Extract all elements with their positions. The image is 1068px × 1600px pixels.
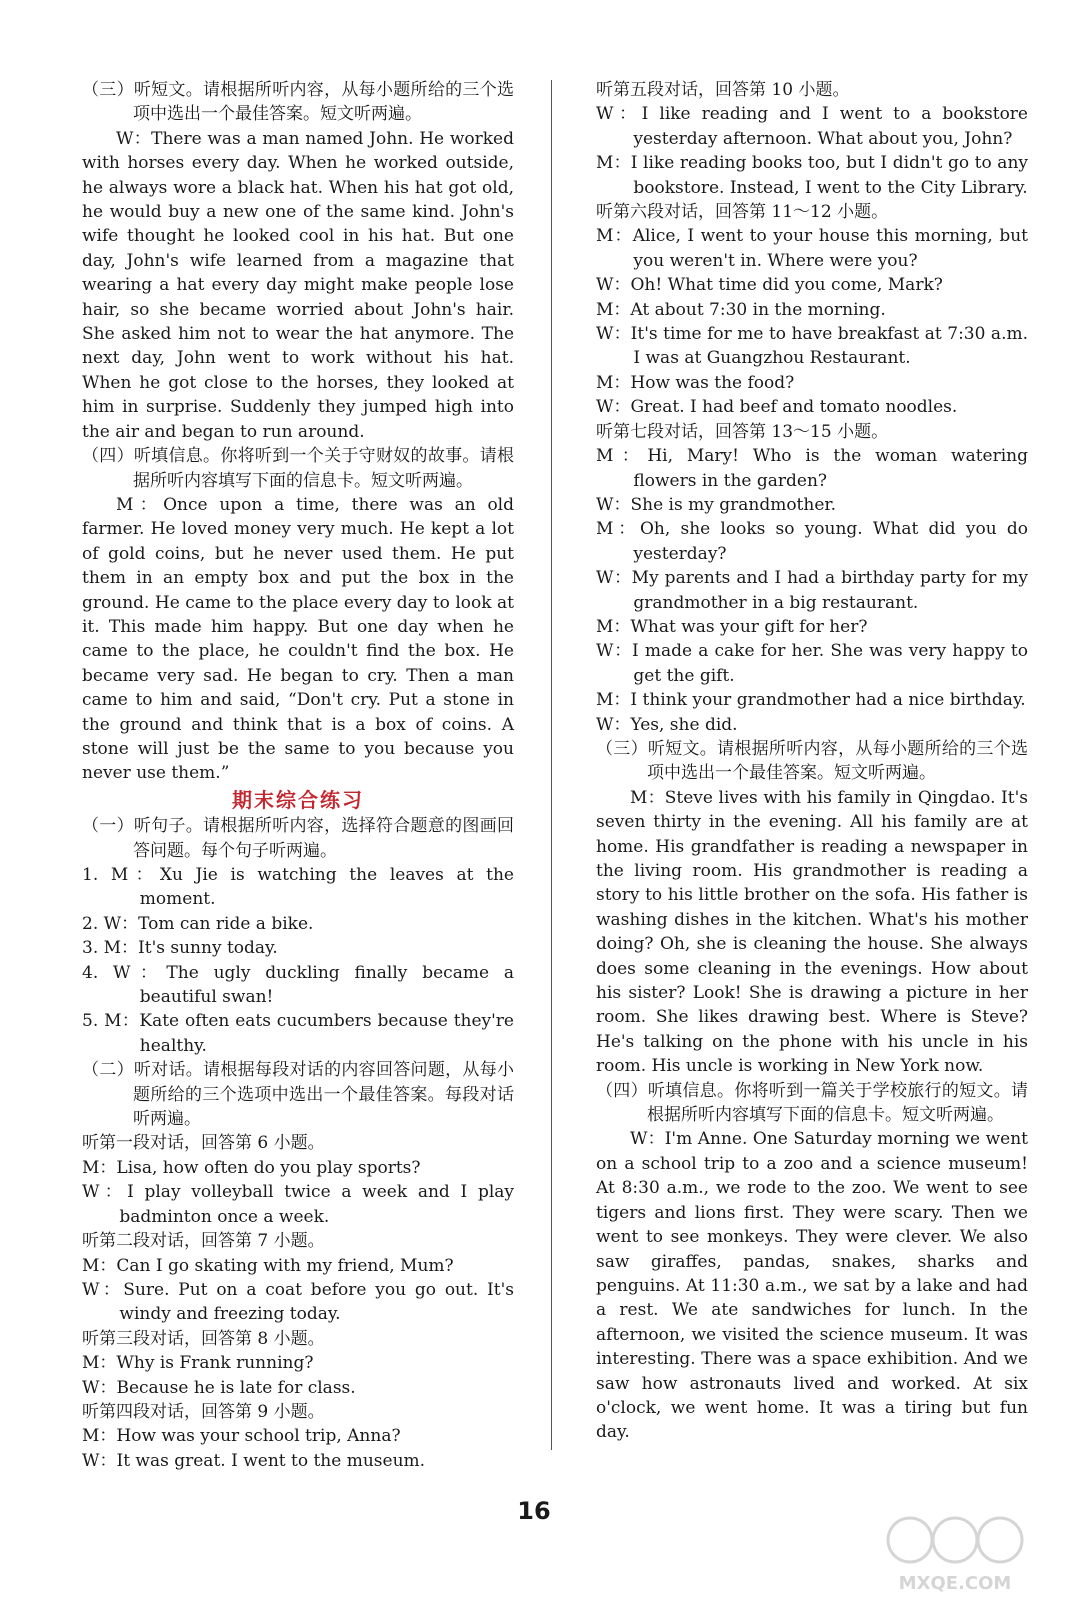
part-1-header: （一）听句子。请根据所听内容，选择符合题意的图画回答问题。每个句子听两遍。 — [82, 816, 514, 861]
dialogue-line: M：Oh, she looks so young. What did you do yesterday? — [596, 519, 1028, 564]
dialogue-line: M：Hi, Mary! Who is the woman watering flowers in the garden? — [596, 446, 1028, 491]
section-3-header: （三）听短文。请根据所听内容，从每小题所给的三个选项中选出一个最佳答案。短文听两遍。 — [82, 80, 514, 125]
part-2-header: （二）听对话。请根据每段对话的内容回答问题，从每小题所给的三个选项中选出一个最佳答案。每段对话听两遍。 — [82, 1060, 514, 1130]
dialogue-line: W：She is my grandmother. — [596, 494, 837, 515]
page-number: 16 — [517, 1497, 551, 1525]
dialogue-line: W：Oh! What time did you come, Mark? — [596, 275, 943, 296]
part-4-transcript: W：I'm Anne. One Saturday morning we went on a school trip to a zoo and a science museum! At 8:30 a.m., we rode to the zoo. We went to see tigers and lions first. They were scary. Then we went to see monkeys. They were clever. We also saw giraffes, pandas, snakes, sharks and penguins. At 11:30 a.m., we sat by a lake and had a rest. We ate sandwiches for lunch. In the afternoon, we visited the science museum. It was interesting. There was a space exhibition. And we saw how astronauts lived and worked. At six o'clock, we went home. It was a tiring but fun day. — [596, 1129, 1028, 1443]
dialogue-line: W：Yes, she did. — [596, 714, 738, 735]
dialogue-line: M：Can I go skating with my friend, Mum? — [82, 1255, 454, 1276]
sentence-item: 1. M：Xu Jie is watching the leaves at the moment. — [82, 865, 514, 910]
dialogue-line: W：It was great. I went to the museum. — [82, 1450, 426, 1471]
right-column — [596, 78, 1028, 1445]
dialogue-line: W：Sure. Put on a coat before you go out. It's windy and freezing today. — [82, 1279, 514, 1325]
dialogue-line: W：It's time for me to have breakfast at 7:30 a.m. I was at Guangzhou Restaurant. — [596, 324, 1028, 369]
sentence-item: 3. M：It's sunny today. — [82, 938, 278, 959]
left-column — [82, 78, 514, 1473]
dialogue-line: W：I play volleyball twice a week and I play badminton once a week. — [82, 1182, 514, 1227]
section-4-header: （四）听填信息。你将听到一个关于守财奴的故事。请根据所听内容填写下面的信息卡。短文听两遍。 — [82, 446, 514, 491]
dialogue-line: M：What was your gift for her? — [596, 616, 868, 637]
section-4-transcript: M：Once upon a time, there was an old farmer. He loved money very much. He kept a lot of gold coins, but he never used them. He put them in an empty box and put the box in the ground. He came to the place every day to look at it. This made him happy. But one day when he came to the place, he couldn't find the box. He became very sad. He began to cry. Then a man came to him and said, “Don't cry. Put a stone in the ground and think that is a box of coins. A stone will just be the same to you because you never use them.” — [82, 494, 514, 784]
dialogue-label: 听第三段对话，回答第 8 小题。 — [82, 1328, 325, 1349]
dialogue-label: 听第一段对话，回答第 6 小题。 — [82, 1133, 325, 1154]
dialogue-line: M：How was your school trip, Anna? — [82, 1426, 401, 1447]
dialogue-label: 听第七段对话，回答第 13～15 小题。 — [596, 421, 889, 442]
sentence-item: 2. W：Tom can ride a bike. — [82, 913, 314, 934]
watermark-logo — [880, 1505, 1030, 1595]
dialogue-line: M：I like reading books too, but I didn't go to any bookstore. Instead, I went to the City Library. — [596, 153, 1028, 198]
dialogue-line: M：Lisa, how often do you play sports? — [82, 1157, 421, 1178]
dialogue-line: W：I made a cake for her. She was very happy to get the gift. — [596, 641, 1028, 686]
dialogue-line: M：I think your grandmother had a nice birthday. — [596, 690, 1026, 711]
column-divider — [551, 80, 552, 1450]
dialogue-line: W：Great. I had beef and tomato noodles. — [596, 397, 958, 418]
dialogue-line: W：I like reading and I went to a bookstore yesterday afternoon. What about you, John? — [596, 104, 1028, 149]
part-3-transcript: M：Steve lives with his family in Qingdao. It's seven thirty in the evening. All his family are at home. His grandfather is reading a newspaper in the living room. His grandmother is reading a story to his little brother on the sofa. His father is washing dishes in the kitchen. What's his mother doing? Oh, she is cleaning the house. She always does some cleaning in the evenings. How about his sister? Look! She is drawing a picture in her room. She likes drawing best. Where is Steve? He's talking on the phone with his uncle in his room. His uncle is working in New York now. — [596, 787, 1028, 1077]
dialogue-line: M：Alice, I went to your house this morning, but you weren't in. Where were you? — [596, 226, 1028, 271]
dialogue-line: W：My parents and I had a birthday party for my grandmother in a big restaurant. — [596, 568, 1028, 613]
watermark-text: MXQE.COM — [898, 1573, 1012, 1594]
sentence-item: 4. W：The ugly duckling finally became a beautiful swan! — [82, 962, 514, 1008]
section-3-transcript: W：There was a man named John. He worked with horses every day. When he worked outside, he always wore a black hat. When his hat got old, he would buy a new one of the same kind. John's wife thought he looked cool in his hat. But one day, John's wife learned from a magazine that wearing a hat every day might make people lose hair, so she became worried about John's hair. She asked him not to wear the hat anymore. The next day, John went to work without his hat. When he got close to the horses, they looked at him in surprise. Suddenly they jumped high into the air and began to run around. — [82, 128, 514, 442]
part-3-header: （三）听短文。请根据所听内容，从每小题所给的三个选项中选出一个最佳答案。短文听两遍。 — [596, 738, 1028, 784]
part-4-header: （四）听填信息。你将听到一篇关于学校旅行的短文。请根据所听内容填写下面的信息卡。短文听两遍。 — [596, 1080, 1028, 1126]
dialogue-line: M：How was the food? — [596, 372, 795, 393]
dialogue-label: 听第六段对话，回答第 11～12 小题。 — [596, 202, 889, 223]
dialogue-line: W：Because he is late for class. — [82, 1377, 356, 1398]
dialogue-line: M：Why is Frank running? — [82, 1353, 314, 1374]
dialogue-label: 听第二段对话，回答第 7 小题。 — [82, 1231, 325, 1252]
page-title: 期末综合练习 — [232, 787, 364, 812]
dialogue-label: 听第五段对话，回答第 10 小题。 — [596, 80, 850, 100]
dialogue-label: 听第四段对话，回答第 9 小题。 — [82, 1401, 325, 1422]
dialogue-line: M：At about 7:30 in the morning. — [596, 299, 886, 320]
sentence-item: 5. M：Kate often eats cucumbers because they're healthy. — [82, 1011, 514, 1056]
